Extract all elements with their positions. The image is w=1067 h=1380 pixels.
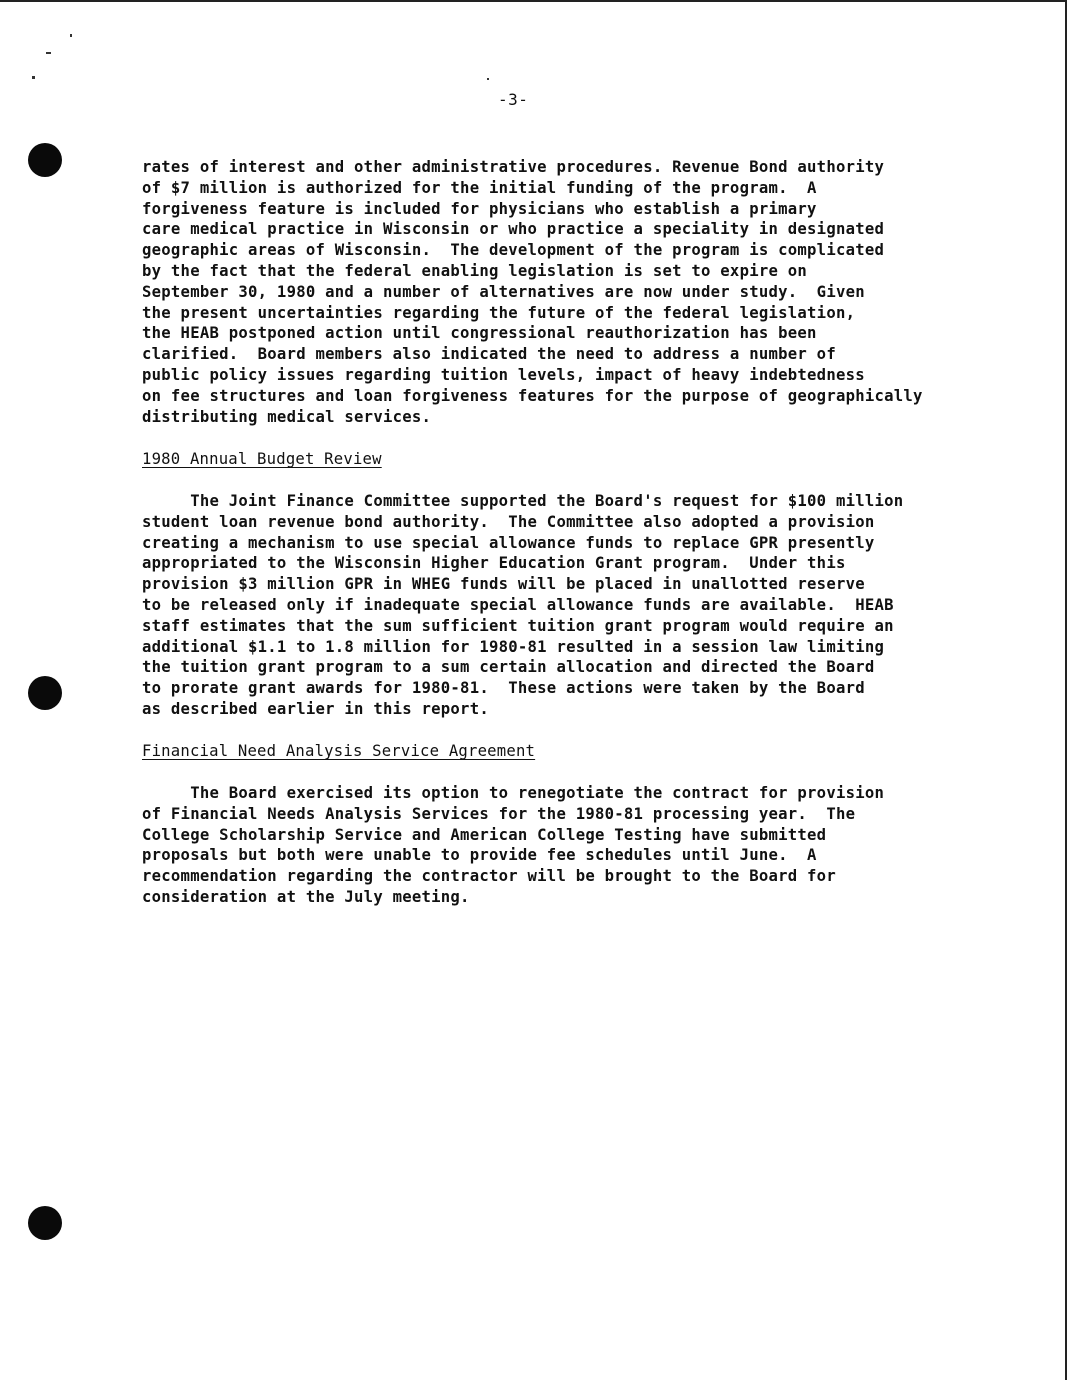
text-line: provision $3 million GPR in WHEG funds will be placed in unallotted reserve [142, 575, 865, 594]
text-line: to prorate grant awards for 1980-81. These actions were taken by the Board [142, 679, 865, 698]
text-line: proposals but both were unable to provide fee schedules until June. A [142, 846, 817, 865]
text-line: the present uncertainties regarding the future of the federal legislation, [142, 303, 856, 322]
scan-speck [32, 76, 35, 79]
section-heading-budget-review: 1980 Annual Budget Review [142, 450, 382, 468]
text-line: of $7 million is authorized for the initial funding of the program. A [142, 178, 817, 197]
page-number: -3- [498, 90, 529, 109]
text-line: care medical practice in Wisconsin or who practice a speciality in designated [142, 220, 885, 239]
text-line: creating a mechanism to use special allowance funds to replace GPR presently [142, 533, 875, 552]
text-line: The Board exercised its option to renegotiate the contract for provision [142, 784, 885, 802]
text-line: recommendation regarding the contractor will be brought to the Board for [142, 867, 836, 886]
text-line: staff estimates that the sum sufficient tuition grant program would require an [142, 616, 894, 635]
text-line: distributing medical services. [142, 407, 432, 426]
paragraph-continuation [142, 157, 1002, 427]
punch-hole-bottom [28, 1206, 62, 1240]
text-line: September 30, 1980 and a number of alternatives are now under study. Given [142, 282, 865, 301]
text-line: appropriated to the Wisconsin Higher Education Grant program. Under this [142, 554, 846, 573]
text-line: on fee structures and loan forgiveness features for the purpose of geographically [142, 386, 923, 405]
text-line: additional $1.1 to 1.8 million for 1980-81 resulted in a session law limiting [142, 637, 885, 656]
text-line: as described earlier in this report. [142, 699, 489, 718]
scan-speck [487, 78, 489, 80]
text-line: consideration at the July meeting. [142, 887, 470, 906]
paragraph-need-analysis [142, 783, 1002, 908]
text-line: the HEAB postponed action until congressional reauthorization has been [142, 324, 817, 343]
text-line: by the fact that the federal enabling legislation is set to expire on [142, 261, 808, 280]
text-line: public policy issues regarding tuition levels, impact of heavy indebtedness [142, 365, 865, 384]
text-line: of Financial Needs Analysis Services for the 1980-81 processing year. The [142, 804, 856, 823]
text-line: forgiveness feature is included for physicians who establish a primary [142, 199, 817, 218]
text-line: geographic areas of Wisconsin. The development of the program is complicated [142, 241, 885, 260]
text-line: rates of interest and other administrative procedures. Revenue Bond authority [142, 158, 885, 176]
punch-hole-middle [28, 676, 62, 710]
text-line: The Joint Finance Committee supported the Board's request for $100 million [142, 492, 904, 510]
text-line: the tuition grant program to a sum certain allocation and directed the Board [142, 658, 875, 677]
punch-hole-top [28, 143, 62, 177]
scan-speck [70, 34, 72, 37]
text-line: student loan revenue bond authority. The Committee also adopted a provision [142, 512, 875, 531]
text-line: College Scholarship Service and American College Testing have submitted [142, 825, 827, 844]
text-line: to be released only if inadequate special allowance funds are available. HEAB [142, 595, 894, 614]
text-line: clarified. Board members also indicated the need to address a number of [142, 345, 836, 364]
scan-speck [46, 52, 51, 54]
paragraph-budget-review [142, 491, 1002, 720]
section-heading-need-analysis: Financial Need Analysis Service Agreement [142, 742, 536, 760]
